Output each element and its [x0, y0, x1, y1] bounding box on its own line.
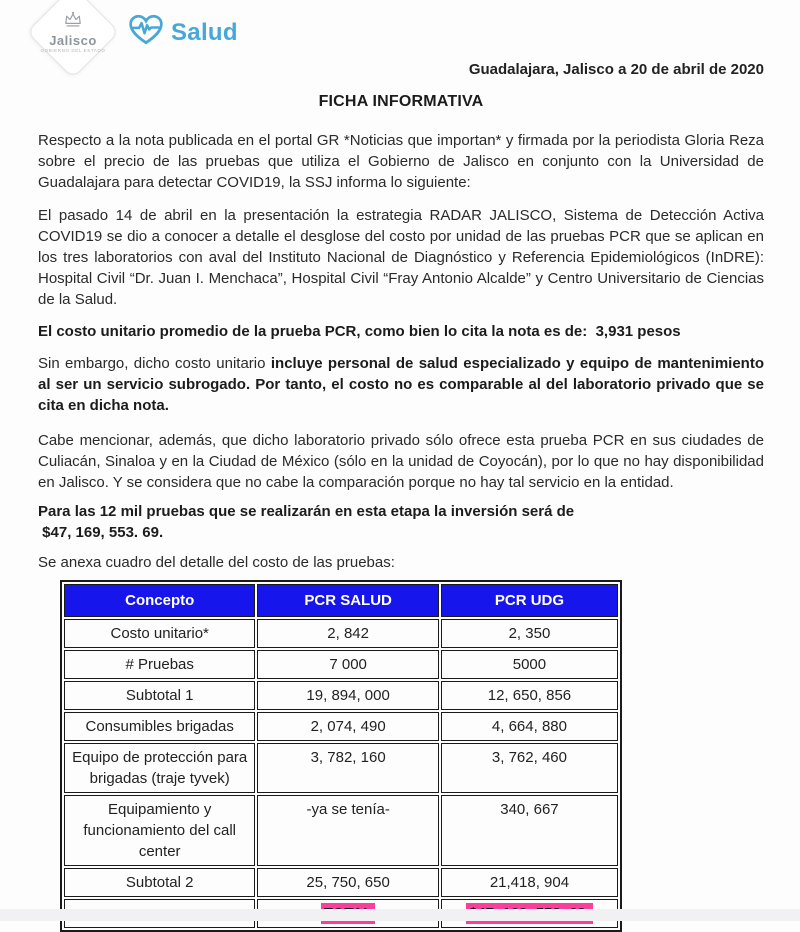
paragraph-inversion	[38, 501, 764, 543]
table-cell: 3, 782, 160	[257, 743, 439, 793]
paragraph-intro: Respecto a la nota publicada en el portal GR *Noticias que importan* y firmada por la periodista Gloria Reza sobre el precio de las pruebas que utiliza el Gobierno de Jalisco en conjunto con la Universidad de Guadalajara para detectar COVID19, la SSJ informa lo siguiente:	[38, 132, 764, 191]
paragraph-sin-embargo-regular: Sin embargo, dicho costo unitario	[38, 355, 271, 372]
table-row	[64, 681, 618, 710]
table-header-pcr-salud: PCR SALUD	[257, 584, 439, 617]
table-cell: Equipamiento y funcionamiento del call center	[64, 795, 255, 866]
letterhead	[0, 0, 800, 58]
table-row	[64, 868, 618, 897]
paragraph-unit-cost: El costo unitario promedio de la prueba PCR, como bien lo cita la nota es de: 3,931 pesos	[38, 323, 681, 340]
table-row	[64, 743, 618, 793]
cost-table	[60, 580, 622, 932]
jalisco-logo-text: Jalisco	[49, 33, 97, 48]
paragraph-sin-embargo-bold: incluye personal de salud especializado y equipo de mantenimiento al ser un servicio subrogado. Por tanto, el costo no es comparable al del laboratorio privado que se cita en dicha nota.	[38, 355, 764, 414]
table-cell: -ya se tenía-	[257, 795, 439, 866]
table-cell: Costo unitario*	[64, 619, 255, 648]
table-cell: 2, 350	[441, 619, 618, 648]
paragraph-anexo: Se anexa cuadro del detalle del costo de las pruebas:	[38, 554, 395, 571]
paragraph-inversion-line1: Para las 12 mil pruebas que se realizarán en esta etapa la inversión será de	[38, 503, 575, 520]
salud-logo-text: Salud	[171, 18, 238, 46]
paragraph-laboratorio-privado: Cabe mencionar, además, que dicho laboratorio privado sólo ofrece esta prueba PCR en sus ciudades de Culiacán, Sinaloa y en la Ciudad de México (sólo en la unidad de Coyocán), por lo que no hay disponibilidad en Jalisco. Y se considera que no cabe la comparación porque no hay tal servicio en la entidad.	[38, 432, 764, 491]
page-bottom-edge	[0, 909, 800, 921]
letter-body	[0, 62, 800, 932]
date-line: Guadalajara, Jalisco a 20 de abril de 2020	[468, 61, 764, 78]
table-header-row	[64, 584, 618, 617]
jalisco-logo-tagline: GOBIERNO DEL ESTADO	[40, 48, 106, 53]
table-cell: 340, 667	[441, 795, 618, 866]
table-cell: 21,418, 904	[441, 868, 618, 897]
table-cell: 7 000	[257, 650, 439, 679]
table-cell: 3, 762, 460	[441, 743, 618, 793]
table-cell: 19, 894, 000	[257, 681, 439, 710]
table-row	[64, 619, 618, 648]
table-cell: 2, 074, 490	[257, 712, 439, 741]
table-cell: 12, 650, 856	[441, 681, 618, 710]
table-header-pcr-udg: PCR UDG	[441, 584, 618, 617]
salud-heart-icon	[128, 14, 164, 51]
table-row	[64, 650, 618, 679]
paragraph-radar-jalisco: El pasado 14 de abril en la presentación la estrategia RADAR JALISCO, Sistema de Detección Activa COVID19 se dio a conocer a detalle el desglose del costo por unidad de las pruebas PCR que se aplican en los tres laboratorios con aval del Instituto Nacional de Diagnóstico y Referencia Epidemiológicos (InDRE): Hospital Civil “Dr. Juan I. Menchaca”, Hospital Civil “Fray Antonio Alcalde” y Centro Universitario de Ciencias de la Salud.	[38, 207, 764, 308]
table-cell: 25, 750, 650	[257, 868, 439, 897]
paragraph-inversion-line2: $47, 169, 553. 69.	[38, 524, 164, 541]
table-cell: Consumibles brigadas	[64, 712, 255, 741]
table-cell: Subtotal 1	[64, 681, 255, 710]
paragraph-sin-embargo	[38, 353, 764, 416]
table-cell: Equipo de protección para brigadas (traje tyvek)	[64, 743, 255, 793]
table-cell: 4, 664, 880	[441, 712, 618, 741]
table-cell: 5000	[441, 650, 618, 679]
table-cell: Subtotal 2	[64, 868, 255, 897]
table-row	[64, 712, 618, 741]
table-row	[64, 795, 618, 866]
table-cell: # Pruebas	[64, 650, 255, 679]
page-title: FICHA INFORMATIVA	[318, 93, 484, 110]
table-cell: 2, 842	[257, 619, 439, 648]
table-header-concepto: Concepto	[64, 584, 255, 617]
crown-icon	[62, 16, 84, 33]
salud-logo	[128, 14, 238, 51]
